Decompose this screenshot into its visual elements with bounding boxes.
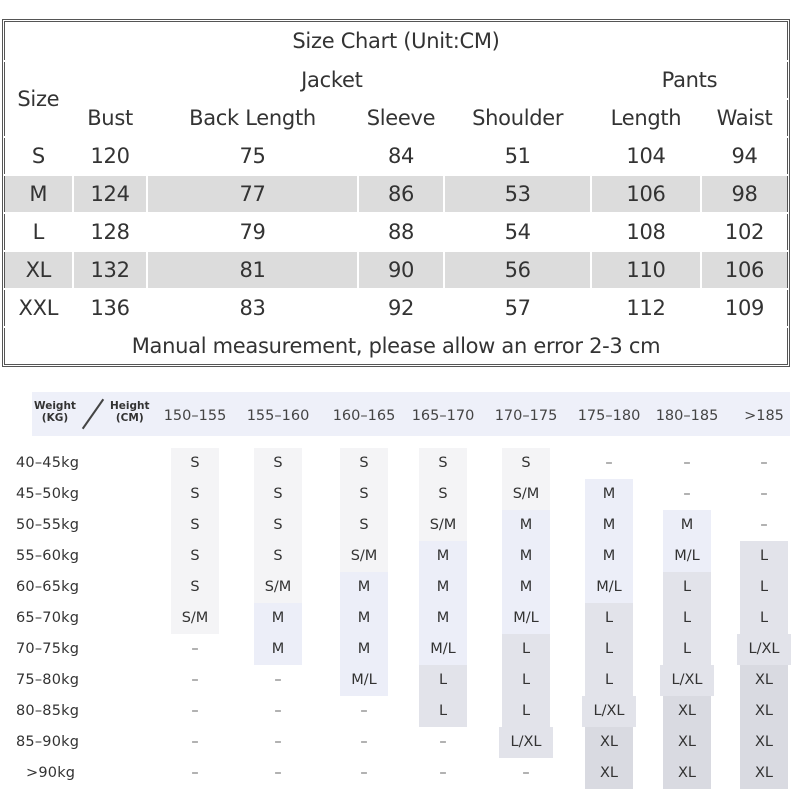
height-column-header: 175–180 [577,408,641,424]
sleeve-value: 88 [358,213,445,251]
weight-axis-label: Weight (KG) [34,400,76,424]
size-recommendation-cell: – [360,765,368,781]
size-header: Size [4,61,73,137]
height-column-header: 155–160 [246,408,310,424]
size-recommendation-cell: – [360,734,368,750]
pants-group-header: Pants [591,61,788,99]
size-recommendation-cell: S [254,541,302,572]
height-column-header: 160–165 [332,408,396,424]
weight-height-chart [0,390,800,800]
bust-value: 132 [73,251,148,289]
weight-row-label: 80–85kg [16,703,80,719]
size-label: M [4,175,73,213]
size-recommendation-cell: M [340,603,388,634]
size-recommendation-cell: L [740,572,788,603]
weight-row-label: 55–60kg [16,548,80,564]
size-recommendation-cell: M/L [663,541,711,572]
diagonal-divider [82,399,104,430]
size-recommendation-cell: – [360,703,368,719]
size-recommendation-cell: L [585,634,633,665]
weight-row-label: 75–80kg [16,672,80,688]
size-recommendation-cell: – [274,703,282,719]
column-header-bust: Bust [73,99,148,137]
weight-row-label: 65–70kg [16,610,80,626]
size-recommendation-cell: – [274,765,282,781]
back-length-value: 81 [147,251,357,289]
size-recommendation-cell: – [191,734,199,750]
size-recommendation-cell: – [760,455,768,471]
sleeve-value: 84 [358,137,445,175]
size-recommendation-cell: L [740,603,788,634]
column-header-back-length: Back Length [147,99,357,137]
size-recommendation-cell: L/XL [582,696,636,727]
size-recommendation-cell: – [683,486,691,502]
size-recommendation-cell: – [760,517,768,533]
size-recommendation-cell: S/M [340,541,388,572]
back-length-value: 79 [147,213,357,251]
size-recommendation-cell: XL [585,758,633,789]
pants-length-value: 108 [591,213,701,251]
size-chart-title: Size Chart (Unit:CM) [4,21,788,61]
size-recommendation-cell: S/M [254,572,302,603]
height-column-header: 165–170 [411,408,475,424]
size-recommendation-cell: M/L [502,603,550,634]
height-axis-label: Height (CM) [110,400,150,424]
size-recommendation-cell: S [171,541,219,572]
size-recommendation-cell: – [522,765,530,781]
size-recommendation-cell: – [191,672,199,688]
weight-row-label: 70–75kg [16,641,80,657]
size-label: S [4,137,73,175]
table-row [4,137,788,175]
bust-value: 128 [73,213,148,251]
weight-row-label: 45–50kg [16,486,80,502]
size-recommendation-cell: M [502,572,550,603]
size-recommendation-cell: M [502,541,550,572]
size-recommendation-cell: S [419,479,467,510]
size-recommendation-cell: S/M [502,479,550,510]
size-recommendation-cell: XL [663,758,711,789]
size-recommendation-cell: M [419,572,467,603]
size-recommendation-cell: L/XL [660,665,714,696]
size-recommendation-cell: M/L [419,634,467,665]
weight-row-label: >90kg [26,765,76,781]
waist-value: 109 [701,289,788,327]
back-length-value: 83 [147,289,357,327]
size-recommendation-cell: XL [740,696,788,727]
size-recommendation-cell: XL [740,665,788,696]
size-recommendation-cell: XL [585,727,633,758]
size-recommendation-cell: S [340,448,388,479]
size-recommendation-cell: – [605,455,613,471]
bust-value: 124 [73,175,148,213]
measurement-note: Manual measurement, please allow an error 2-3 cm [4,327,788,365]
size-recommendation-cell: M [340,634,388,665]
size-recommendation-cell: M [663,510,711,541]
column-header-sleeve: Sleeve [358,99,445,137]
size-chart-table [2,19,790,367]
size-recommendation-cell: S/M [171,603,219,634]
size-recommendation-cell: S [171,479,219,510]
size-recommendation-cell: S [254,479,302,510]
size-recommendation-cell: M [585,479,633,510]
size-recommendation-cell: L [585,603,633,634]
pants-length-value: 104 [591,137,701,175]
shoulder-value: 54 [444,213,590,251]
height-header-row [32,392,790,436]
waist-value: 106 [701,251,788,289]
shoulder-value: 51 [444,137,590,175]
size-recommendation-cell: M [254,634,302,665]
height-column-header: 180–185 [655,408,719,424]
size-recommendation-cell: XL [663,696,711,727]
back-length-value: 75 [147,137,357,175]
size-recommendation-cell: M/L [340,665,388,696]
size-recommendation-cell: S [171,572,219,603]
size-recommendation-cell: S [254,448,302,479]
sleeve-value: 92 [358,289,445,327]
size-recommendation-cell: S [254,510,302,541]
size-recommendation-cell: – [191,765,199,781]
size-recommendation-cell: – [191,641,199,657]
back-length-value: 77 [147,175,357,213]
table-row [4,251,788,289]
size-recommendation-cell: L [419,665,467,696]
shoulder-value: 57 [444,289,590,327]
size-recommendation-cell: L [663,634,711,665]
weight-row-label: 50–55kg [16,517,80,533]
column-header-waist: Waist [701,99,788,137]
shoulder-value: 56 [444,251,590,289]
waist-value: 98 [701,175,788,213]
size-recommendation-cell: S [340,510,388,541]
pants-length-value: 112 [591,289,701,327]
weight-row-label: 40–45kg [16,455,80,471]
size-recommendation-cell: M [502,510,550,541]
bust-value: 136 [73,289,148,327]
size-recommendation-cell: L [740,541,788,572]
pants-length-value: 110 [591,251,701,289]
size-label: L [4,213,73,251]
weight-row-label: 85–90kg [16,734,80,750]
size-recommendation-cell: S/M [419,510,467,541]
size-recommendation-cell: L [419,696,467,727]
size-recommendation-cell: M [419,603,467,634]
size-recommendation-cell: – [274,672,282,688]
size-recommendation-cell: L [585,665,633,696]
table-row [4,213,788,251]
weight-height-corner-label [32,392,160,436]
size-recommendation-cell: S [340,479,388,510]
sleeve-value: 86 [358,175,445,213]
column-header-pants-length: Length [591,99,701,137]
waist-value: 94 [701,137,788,175]
weight-row-label: 60–65kg [16,579,80,595]
bust-value: 120 [73,137,148,175]
size-recommendation-cell: M [254,603,302,634]
size-recommendation-cell: M [419,541,467,572]
size-recommendation-cell: M [340,572,388,603]
size-label: XXL [4,289,73,327]
size-recommendation-cell: – [760,486,768,502]
jacket-group-header: Jacket [73,61,591,99]
size-recommendation-cell: L [502,665,550,696]
size-recommendation-cell: M [585,541,633,572]
size-recommendation-cell: – [274,734,282,750]
size-recommendation-cell: S [171,448,219,479]
size-recommendation-cell: L/XL [737,634,791,665]
size-recommendation-cell: – [191,703,199,719]
size-recommendation-cell: XL [663,727,711,758]
size-recommendation-cell: M [585,510,633,541]
waist-value: 102 [701,213,788,251]
column-header-shoulder: Shoulder [444,99,590,137]
size-recommendation-cell: L [663,572,711,603]
size-recommendation-cell: M/L [585,572,633,603]
table-row [4,289,788,327]
size-recommendation-cell: S [419,448,467,479]
size-recommendation-cell: L [502,696,550,727]
sleeve-value: 90 [358,251,445,289]
size-recommendation-cell: S [171,510,219,541]
size-recommendation-cell: – [683,455,691,471]
table-row [4,175,788,213]
size-recommendation-cell: L/XL [499,727,553,758]
size-recommendation-cell: S [502,448,550,479]
size-recommendation-cell: L [663,603,711,634]
height-column-header: 170–175 [494,408,558,424]
size-recommendation-cell: XL [740,727,788,758]
height-column-header: 150–155 [163,408,227,424]
height-column-header: >185 [744,408,784,424]
pants-length-value: 106 [591,175,701,213]
shoulder-value: 53 [444,175,590,213]
size-label: XL [4,251,73,289]
size-recommendation-cell: – [439,765,447,781]
size-recommendation-cell: L [502,634,550,665]
size-recommendation-cell: – [439,734,447,750]
size-recommendation-cell: XL [740,758,788,789]
